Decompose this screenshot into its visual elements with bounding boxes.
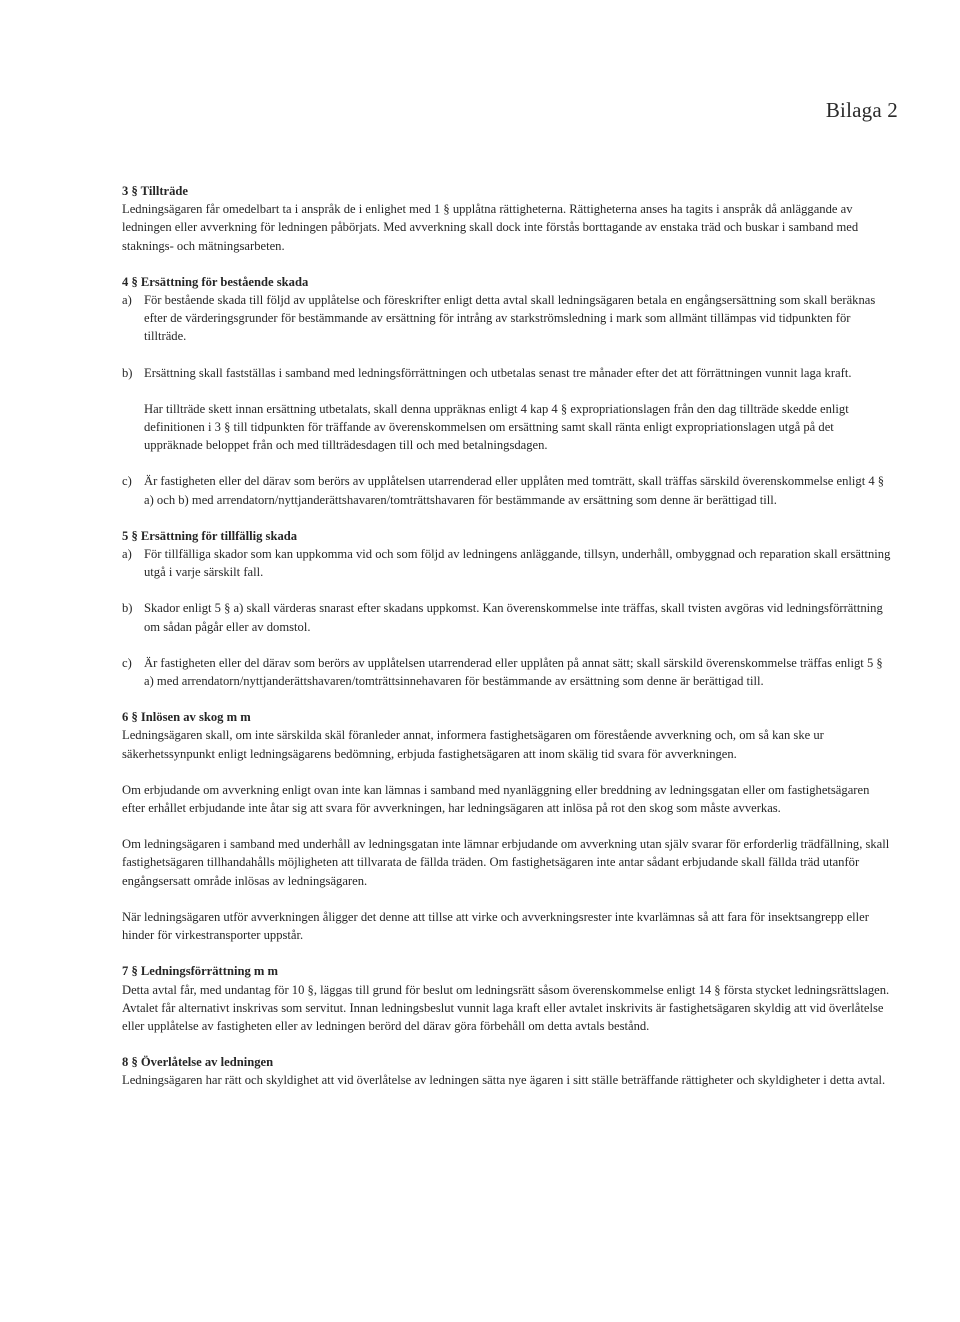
section-8	[122, 1053, 894, 1089]
section-3-text: Ledningsägaren får omedelbart ta i anspråk de i enlighet med 1 § upplåtna rättigheterna. Rättigheterna anses ha tagits i anspråk då anläggande av ledningen eller avverkning för ledningen påbörjats. Med avverkning skall dock inte förstås borttagande av enstaka träd och buskar i samband med staknings- och mätningsarbeten.	[122, 202, 859, 253]
section-6-paragraph-1: Ledningsägaren skall, om inte särskilda skäl föranleder annat, informera fastighetsägaren om förestående avverkning och, om så kan ske ur säkerhetssynpunkt enligt ledningsägarens bedömning, erbjuda fastighetsägaren att inom skälig tid svara för avverkningen.	[122, 728, 824, 761]
item-label: b)	[122, 601, 133, 616]
document-body	[122, 182, 894, 1108]
section-5-item-a	[122, 545, 894, 581]
section-7-text: Detta avtal får, med undantag för 10 §, läggas till grund för beslut om ledningsrätt såsom överenskommelse enligt 14 § första stycket ledningsrättslagen. Avtalet får alternativt inskrivas som servitut. Innan ledningsbeslut vunnit laga kraft eller avtalet inskrivits är fastighetsägaren skyldig att vid överlåtelse eller upplåtelse av fastigheten eller av ledningen berörd del därav göra förbehåll om detta avtals bestånd.	[122, 982, 890, 1033]
item-text: Ersättning skall fastställas i samband med ledningsförrättningen och utbetalas senast tre månader efter det att förrättningen vunnit laga kraft.	[144, 365, 852, 380]
section-6-paragraph-2: Om erbjudande om avverkning enligt ovan inte kan lämnas i samband med nyanläggning eller breddning av ledningsgatan eller om fastighetsägaren efter erhållet erbjudande inte åtar sig att svara för avverkningen, har ledningsägaren att inlösa på rot den skog som måste avverkas.	[122, 782, 870, 816]
item-label: a)	[122, 547, 132, 562]
section-4-item-b-continuation: Har tillträde skett innan ersättning utbetalats, skall denna uppräknas enligt 4 kap 4 § expropriationslagen från den dag tillträde skedde enligt definitionen i 3 § till tidpunkten för träffande av överenskommelsen om ersättning samt skall ränta enligt expropriationslagen utgå på det uppräknade beloppet från och med tillträdesdagen till och med betalningsdagen.	[144, 401, 849, 453]
item-text: Är fastigheten eller del därav som berörs av upplåtelsen utarrenderad eller upplåten med tomträtt, skall träffas särskild överenskommelse enligt 4 § a) och b) med arrendatorn/nyttjanderättshavaren/tomträttshavaren för bestämmande av ersättning som denne är berättigad till.	[144, 474, 885, 507]
item-label: a)	[122, 293, 132, 308]
item-text: För tillfälliga skador som kan uppkomma vid och som följd av ledningens anläggande, tillsyn, underhåll, ombyggnad och reparation skall ersättning utgå i varje särskilt fall.	[144, 547, 891, 580]
section-8-text: Ledningsägaren har rätt och skyldighet att vid överlåtelse av ledningen sätta nye ägaren i sitt ställe beträffande rättigheter och skyldigheter i detta avtal.	[122, 1073, 886, 1088]
section-4-item-a	[122, 291, 894, 346]
section-3-heading: 3 § Tillträde	[122, 184, 189, 198]
section-7	[122, 962, 894, 1035]
section-7-heading: 7 § Ledningsförrättning m m	[122, 964, 279, 979]
section-5	[122, 527, 894, 690]
section-6-paragraph-4: När ledningsägaren utför avverkningen åligger det denne att tillse att virke och avverkningsrester inte kvarlämnas så att fara för insektsangrepp eller hinder för virkestransporter uppstår.	[122, 909, 869, 943]
section-6-paragraph-3: Om ledningsägaren i samband med underhåll av ledningsgatan inte lämnar erbjudande om avverkning utan själv svarar för erforderlig trädfällning, skall fastighetsägaren tillhandahålls möjligheten att tillvarata de fällda träden. Om fastighetsägaren inte antar sådant erbjudande skall fällda träd utanför engångsersatt område inlösas av ledningsägaren.	[122, 837, 890, 888]
section-4-item-c	[122, 472, 894, 508]
section-6	[122, 708, 894, 944]
item-text: Är fastigheten eller del därav som berörs av upplåtelsen utarrenderad eller upplåten på annat sätt; skall särskild överenskommelse träffas enligt 5 § a) med arrendatorn/nyttjanderättshavaren/tomträttsinnehavaren för bestämmande av ersättning som denne är berättigad till.	[144, 655, 883, 689]
section-5-item-c	[122, 654, 894, 690]
section-4-heading: 4 § Ersättning för bestående skada	[122, 274, 309, 289]
section-8-heading: 8 § Överlåtelse av ledningen	[122, 1055, 274, 1070]
attachment-label: Bilaga 2	[825, 98, 898, 122]
item-label: c)	[122, 655, 132, 670]
item-text: För bestående skada till följd av upplåtelse och föreskrifter enligt detta avtal skall ledningsägaren betala en engångsersättning som skall beräknas efter de värderingsgrunder för bestämmande av ersättning för intrång av starkströmsledning i mark som allmänt tillämpas vid tidpunkten för tillträde.	[144, 293, 876, 344]
item-label: c)	[122, 474, 132, 489]
section-5-heading: 5 § Ersättning för tillfällig skada	[122, 528, 298, 543]
item-text: Skador enligt 5 § a) skall värderas snarast efter skadans uppkomst. Kan överenskommelse inte träffas, skall tvisten avgöras vid ledningsförrättning om sådan pågår eller av domstol.	[144, 601, 883, 634]
section-6-heading: 6 § Inlösen av skog m m	[122, 710, 251, 725]
section-4	[122, 273, 894, 509]
section-4-item-b	[122, 364, 894, 382]
section-5-item-b	[122, 599, 894, 635]
item-label: b)	[122, 365, 133, 380]
section-3	[122, 182, 894, 255]
